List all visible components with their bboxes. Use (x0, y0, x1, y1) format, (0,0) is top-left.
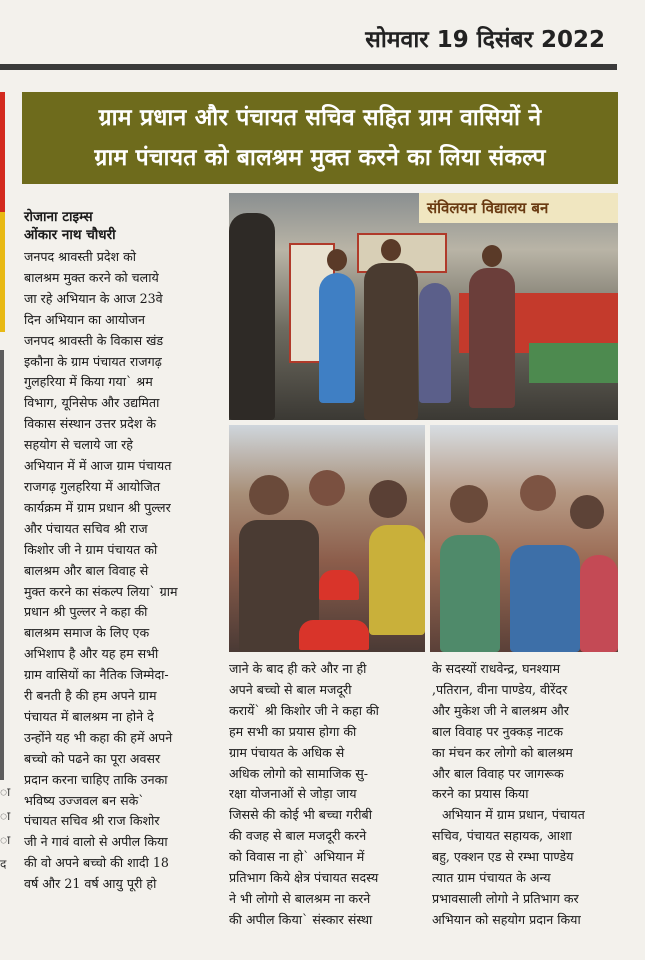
event-photo-audience-left (229, 425, 425, 652)
edge-color-strip-yellow (0, 212, 5, 332)
photo-head (381, 239, 401, 261)
headline (22, 92, 618, 184)
column-1-line: ग्राम वासियों का नैतिक जिम्मेदा- (24, 667, 169, 683)
column-2-line: अपने बच्चो से बाल मजदूरी (229, 681, 352, 697)
column-1-line: अभियान में में आज ग्राम पंचायत (24, 458, 172, 474)
column-1-line: कार्यक्रम में ग्राम प्रधान श्री पुल्लर (24, 499, 171, 515)
column-1-line: जनपद श्रावस्ती के विकास खंड (24, 332, 164, 348)
edge-fragment: ा (0, 809, 11, 823)
photo-person (319, 273, 355, 403)
column-1-line: जी ने गावं वालो से अपील किया (24, 834, 168, 850)
column-1-line: विभाग, यूनिसेफ और उद्यमिता (24, 395, 160, 411)
column-3-line: सचिव, पंचायत सहायक, आशा (432, 828, 572, 844)
column-3-line: के सदस्यों राधवेन्द्र, घनश्याम (432, 661, 560, 676)
photo-person (369, 525, 425, 635)
column-3-line: अभियान को सहयोग प्रदान किया (432, 911, 581, 927)
column-2-line: जाने के बाद ही करे और ना ही (229, 661, 367, 676)
column-2-line: प्रतिभाग किये क्षेत्र पंचायत सदस्य (229, 870, 379, 886)
event-photo-stage (229, 193, 618, 420)
column-1-line: बालश्रम और बाल विवाह से (24, 562, 149, 578)
column-1-line: और पंचायत सचिव श्री राज (24, 520, 148, 536)
column-3-line: और मुकेश जी ने बालश्रम और (432, 702, 569, 718)
photo-chair (299, 620, 369, 650)
column-2-line: को विवास ना हो` अभियान में (229, 849, 365, 865)
photo-person (510, 545, 580, 652)
column-2-line: की अपील किया` संस्कार संस्था (229, 911, 373, 927)
photo-crowd (249, 475, 289, 515)
adjacent-page-fragments (0, 780, 12, 876)
photo-crowd (309, 470, 345, 506)
column-2-line: अधिक लोगो को सामाजिक सु- (229, 765, 369, 781)
column-1-line: बालश्रम समाज के लिए एक (24, 625, 150, 641)
article-column-3 (432, 659, 622, 931)
column-2-line: जिससे की कोई भी बच्चा गरीबी (229, 807, 372, 823)
headline-line-1: ग्राम प्रधान और पंचायत सचिव सहित ग्राम वासियों ने (98, 105, 542, 131)
photo-person (229, 213, 275, 420)
column-3-line: का मंचन कर लोगो को बालश्रम (432, 744, 573, 760)
column-1-line: पंचायत में बालश्रम ना होने दे (24, 708, 154, 724)
column-2-line: रक्षा योजनाओं से जोड़ा जाय (229, 786, 357, 802)
column-1-line: वर्ष और 21 वर्ष आयु पूरी हो (24, 876, 157, 892)
column-3-line: प्रभावसाली लोगो ने प्रतिभाग कर (432, 890, 579, 906)
column-3-line: ,पतिरान, वीना पाण्डेय, वीरेंदर (432, 681, 568, 697)
column-1-line: अभिशाप है और यह हम सभी (24, 646, 159, 662)
column-2-line: हम सभी का प्रयास होगा की (229, 723, 357, 739)
column-1-line: विकास संस्थान उत्तर प्रदेश के (24, 416, 157, 432)
column-1-line: की वो अपने बच्चो की शादी 18 (24, 855, 169, 871)
adjacent-page-edge (0, 350, 4, 780)
column-1-line: सहयोग से चलाये जा रहे (24, 437, 133, 453)
column-2-line: ग्राम पंचायत के अधिक से (229, 744, 345, 760)
column-1-line: राजगढ़ गुलहरिया में आयोजित (24, 478, 160, 494)
edge-fragment: ा (0, 833, 11, 847)
column-3-line: करने का प्रयास किया (432, 786, 529, 802)
column-3-line: अभियान में ग्राम प्रधान, पंचायत (442, 807, 585, 823)
column-1-line: किशोर जी ने ग्राम पंचायत को (24, 541, 158, 557)
photo-banner-text: संविलयन विद्यालय बन (419, 193, 618, 223)
headline-line-2: ग्राम पंचायत को बालश्रम मुक्त करने का लिया संकल्प (94, 145, 546, 171)
column-1-line: मुक्त करने का संकल्प लिया` ग्राम (24, 583, 178, 599)
header-rule (0, 64, 617, 70)
column-1-line: पंचायत सचिव श्री राज किशोर (24, 813, 160, 829)
column-3-line: त्यात ग्राम पंचायत के अन्य (432, 870, 551, 886)
photo-chair (319, 570, 359, 600)
issue-date: सोमवार 19 दिसंबर 2022 (365, 27, 605, 53)
column-1-line: जा रहे अभियान के आज 23वे (24, 290, 163, 306)
edge-fragment: द (0, 857, 7, 871)
photo-crowd (369, 480, 407, 518)
column-1-line: री बनती है की हम अपने ग्राम (24, 688, 157, 704)
column-1-line: जनपद श्रावस्ती प्रदेश को (24, 249, 137, 264)
column-1-line: प्रदान करना चाहिए ताकि उनका (24, 771, 168, 787)
byline (24, 208, 116, 244)
photo-ground-mat (529, 343, 618, 383)
column-1-line: बच्चो को पढने का पूरा अवसर (24, 750, 161, 766)
byline-source: रोजाना टाइम्स (24, 209, 93, 225)
photo-person (364, 263, 418, 420)
article-column-2 (229, 659, 420, 931)
column-1-line: गुलहरिया में किया गया` श्रम (24, 374, 153, 390)
column-2-line: करायें` श्री किशोर जी ने कहा की (229, 702, 379, 718)
photo-head (482, 245, 502, 267)
column-2-line: की वजह से बाल मजदूरी करने (229, 828, 367, 844)
event-photo-audience-right (430, 425, 618, 652)
column-1-line: भविष्य उज्जवल बन सके` (24, 792, 145, 808)
byline-author: ओंकार नाथ चौधरी (24, 227, 116, 243)
edge-color-strip-red (0, 92, 5, 212)
photo-person (419, 283, 451, 403)
column-3-line: बहु, एक्शन एड से रम्भा पाण्डेय (432, 849, 574, 865)
photo-crowd (570, 495, 604, 529)
photo-person (580, 555, 618, 652)
column-1-line: बालश्रम मुक्त करने को चलाये (24, 269, 159, 285)
photo-crowd (520, 475, 556, 511)
photo-person (440, 535, 500, 652)
column-3-line: और बाल विवाह पर जागरूक (432, 765, 564, 781)
column-2-line: ने भी लोगो से बालश्रम ना करने (229, 890, 371, 906)
article-column-1 (24, 247, 217, 895)
edge-fragment: ा (0, 785, 11, 799)
column-1-line: उन्होंने यह भी कहा की हमें अपने (24, 729, 173, 745)
column-1-line: दिन अभियान का आयोजन (24, 311, 145, 327)
photo-head (327, 249, 347, 271)
photo-crowd (450, 485, 488, 523)
column-3-line: बाल विवाह पर नुक्कड़ नाटक (432, 723, 564, 739)
photo-person (469, 268, 515, 408)
column-1-line: प्रधान श्री पुल्लर ने कहा की (24, 604, 148, 620)
column-1-line: इकौना के ग्राम पंचायत राजगढ़ (24, 353, 162, 369)
